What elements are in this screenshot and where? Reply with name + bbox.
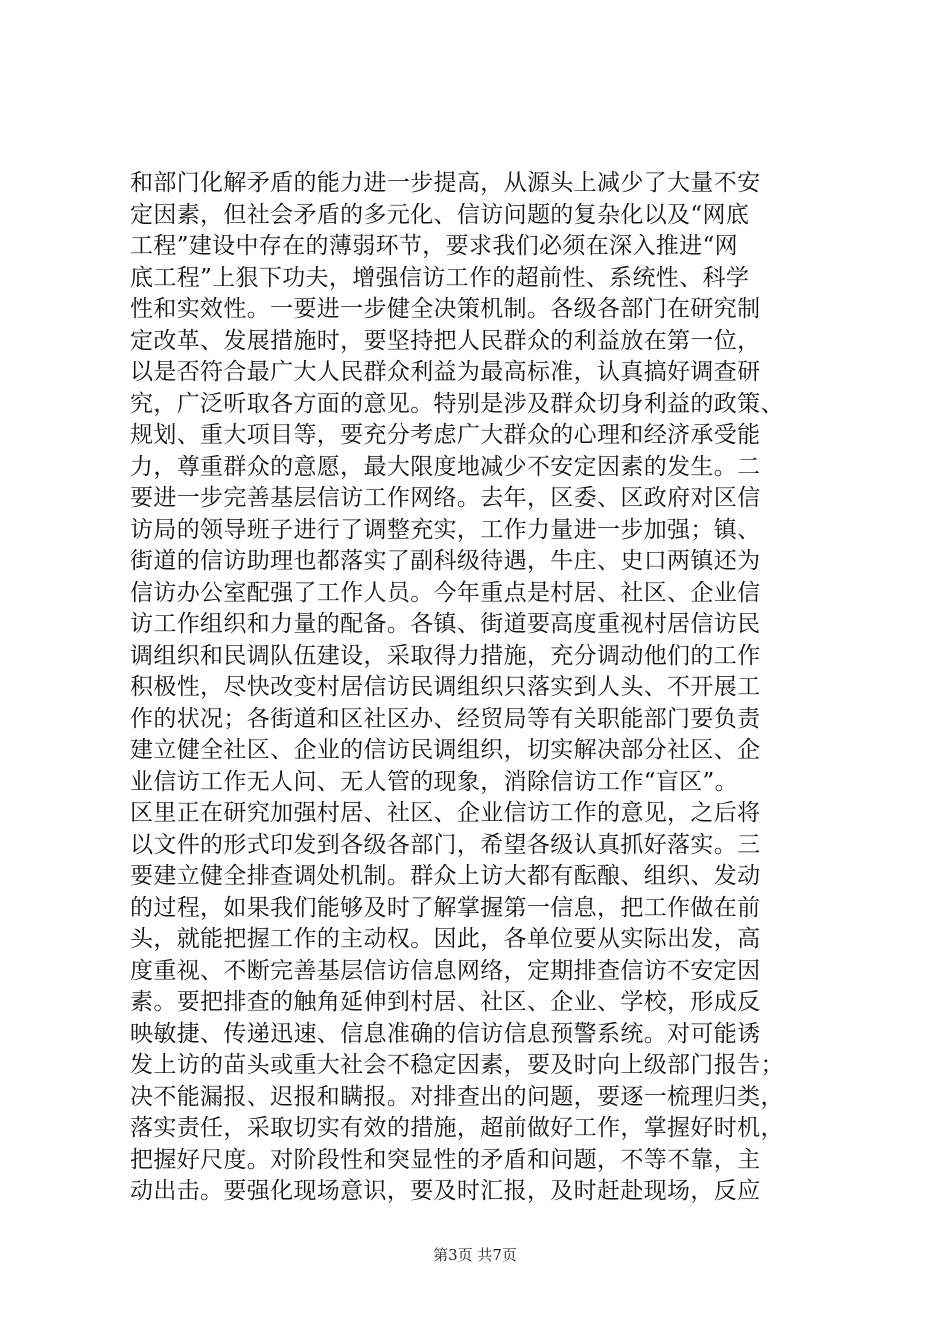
text-line: 的过程，如果我们能够及时了解掌握第一信息，把工作做在前 [130,894,761,921]
text-line: 把握好尺度。对阶段性和突显性的矛盾和问题，不等不靠，主 [130,1146,761,1173]
text-line: 积极性，尽快改变村居信访民调组织只落实到人头、不开展工 [130,674,761,700]
text-line: 信访办公室配强了工作人员。今年重点是村居、社区、企业信 [130,579,761,606]
text-line: 规划、重大项目等，要充分考虑广大群众的心理和经济承受能 [130,422,761,448]
text-line: 性和实效性。一要进一步健全决策机制。各级各部门在研究制 [130,296,761,322]
text-line: 工程”建设中存在的薄弱环节，要求我们必须在深入推进“网 [130,233,738,259]
text-line: 作的状况；各街道和区社区办、经贸局等有关职能部门要负责 [130,705,761,732]
text-line: 头，就能把握工作的主动权。因此，各单位要从实际出发，高 [130,926,761,952]
text-line: 调组织和民调队伍建设，采取得力措施，充分调动他们的工作 [130,642,761,669]
text-line: 以文件的形式印发到各级各部门，希望各级认真抓好落实。三 [130,831,761,858]
page-number: 第3页 共7页 [433,1246,517,1264]
text-line: 底工程”上狠下功夫，增强信访工作的超前性、系统性、科学 [130,264,750,291]
text-line: 访局的领导班子进行了调整充实，工作力量进一步加强；镇、 [130,516,761,543]
text-line: 建立健全社区、企业的信访民调组织，切实解决部分社区、企 [130,737,761,763]
text-line: 街道的信访助理也都落实了副科级待遇，牛庄、史口两镇还为 [130,548,761,574]
text-line: 映敏捷、传递迅速、信息准确的信访信息预警系统。对可能诱 [130,1020,761,1047]
text-line: 访工作组织和力量的配备。各镇、街道要高度重视村居信访民 [130,611,761,637]
text-line: 素。要把排查的触角延伸到村居、社区、企业、学校，形成反 [130,989,761,1015]
page-footer [0,1244,950,1265]
text-line: 要建立健全排查调处机制。群众上访大都有酝酿、组织、发动 [130,863,761,889]
text-line: 和部门化解矛盾的能力进一步提高，从源头上减少了大量不安 [130,170,761,196]
text-line: 要进一步完善基层信访工作网络。去年，区委、区政府对区信 [130,485,761,511]
text-line: 业信访工作无人问、无人管的现象，消除信访工作“盲区”。 [130,768,738,795]
text-line: 度重视、不断完善基层信访信息网络，定期排查信访不安定因 [130,957,761,984]
text-line: 决不能漏报、迟报和瞒报。对排查出的问题，要逐一梳理归类， [130,1083,784,1110]
text-line: 定因素，但社会矛盾的多元化、信访问题的复杂化以及“网底 [130,201,750,228]
text-line: 落实责任，采取切实有效的措施，超前做好工作，掌握好时机， [130,1115,784,1141]
text-line: 定改革、发展措施时，要坚持把人民群众的利益放在第一位， [130,327,761,354]
text-line: 区里正在研究加强村居、社区、企业信访工作的意见，之后将 [130,800,761,826]
text-line: 以是否符合最广大人民群众利益为最高标准，认真搞好调查研 [130,359,761,385]
text-line: 动出击。要强化现场意识，要及时汇报，及时赶赴现场，反应 [130,1178,761,1204]
body-text [130,168,830,1208]
text-line: 发上访的苗头或重大社会不稳定因素，要及时向上级部门报告； [130,1052,784,1078]
text-line: 力，尊重群众的意愿，最大限度地减少不安定因素的发生。二 [130,453,761,480]
text-line: 究，广泛听取各方面的意见。特别是涉及群众切身利益的政策、 [130,390,784,417]
